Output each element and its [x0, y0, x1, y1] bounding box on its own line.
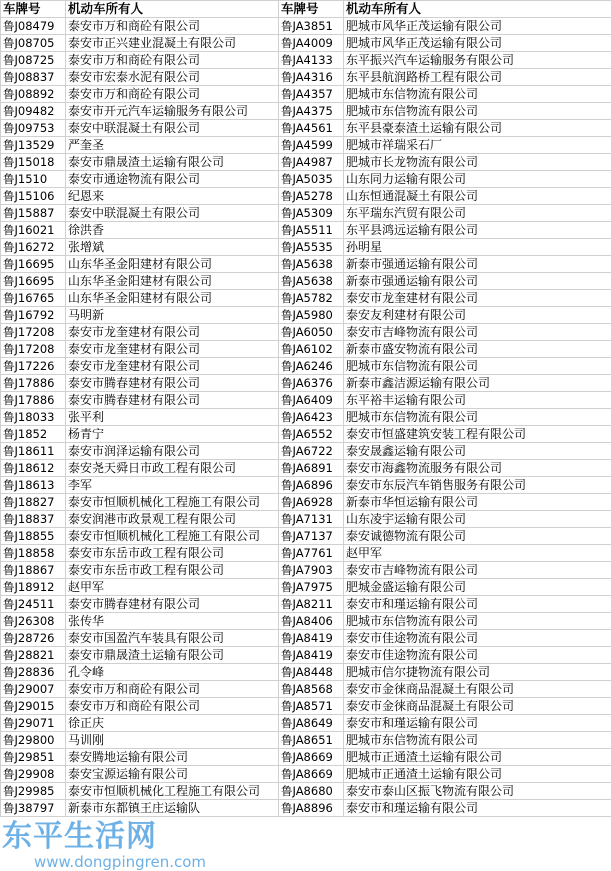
plate-cell: 鲁JA6102: [279, 341, 344, 358]
table-row: [1, 613, 611, 630]
plate-cell: 鲁J28821: [1, 647, 66, 664]
plate-header: 车牌号: [279, 1, 344, 18]
owner-cell: 山东华圣金阳建材有限公司: [66, 273, 279, 290]
owner-cell: 肥城市风华正茂运输有限公司: [344, 35, 611, 52]
owner-cell: 泰安市佳途物流有限公司: [344, 647, 611, 664]
plate-cell: 鲁JA3851: [279, 18, 344, 35]
owner-cell: 泰安市万和商砼有限公司: [66, 681, 279, 698]
plate-cell: 鲁J26308: [1, 613, 66, 630]
plate-cell: 鲁JA6896: [279, 477, 344, 494]
owner-cell: 赵甲军: [66, 579, 279, 596]
plate-cell: 鲁JA6552: [279, 426, 344, 443]
plate-cell: 鲁JA5278: [279, 188, 344, 205]
owner-cell: 泰安市鼎晟渣土运输有限公司: [66, 154, 279, 171]
table-row: [1, 511, 611, 528]
plate-cell: 鲁J17886: [1, 375, 66, 392]
owner-cell: 山东华圣金阳建材有限公司: [66, 256, 279, 273]
plate-cell: 鲁J28726: [1, 630, 66, 647]
table-row: [1, 154, 611, 171]
owner-cell: 泰安市和瑾运输有限公司: [344, 596, 611, 613]
plate-cell: 鲁J29071: [1, 715, 66, 732]
watermark-logo: [2, 821, 611, 871]
owner-cell: 山东凌宇运输有限公司: [344, 511, 611, 528]
table-row: [1, 698, 611, 715]
plate-cell: 鲁J38797: [1, 800, 66, 817]
plate-cell: 鲁J15018: [1, 154, 66, 171]
plate-cell: 鲁JA8669: [279, 749, 344, 766]
owner-cell: 泰安尧天舜日市政工程有限公司: [66, 460, 279, 477]
owner-cell: 东平县航润路桥工程有限公司: [344, 69, 611, 86]
plate-cell: 鲁J15887: [1, 205, 66, 222]
plate-cell: 鲁J08479: [1, 18, 66, 35]
table-row: [1, 732, 611, 749]
plate-header: 车牌号: [1, 1, 66, 18]
owner-cell: 山东恒通混凝土有限公司: [344, 188, 611, 205]
plate-cell: 鲁J15106: [1, 188, 66, 205]
plate-cell: 鲁JA8211: [279, 596, 344, 613]
table-row: [1, 715, 611, 732]
table-row: [1, 324, 611, 341]
owner-cell: 肥城市东信物流有限公司: [344, 358, 611, 375]
plate-cell: 鲁J08837: [1, 69, 66, 86]
plate-cell: 鲁J29800: [1, 732, 66, 749]
owner-cell: 泰安市恒顺机械化工程施工有限公司: [66, 783, 279, 800]
plate-cell: 鲁JA6246: [279, 358, 344, 375]
table-row: [1, 630, 611, 647]
table-row: [1, 375, 611, 392]
owner-cell: 泰安市万和商砼有限公司: [66, 18, 279, 35]
owner-cell: 泰安腾地运输有限公司: [66, 749, 279, 766]
table-row: [1, 239, 611, 256]
plate-cell: 鲁J29908: [1, 766, 66, 783]
owner-cell: 肥城市信尔捷物流有限公司: [344, 664, 611, 681]
plate-cell: 鲁JA6409: [279, 392, 344, 409]
owner-cell: 泰安市鼎晟渣土运输有限公司: [66, 647, 279, 664]
plate-cell: 鲁J16021: [1, 222, 66, 239]
owner-header: 机动车所有人: [66, 1, 279, 18]
owner-cell: 泰安市国盈汽车装具有限公司: [66, 630, 279, 647]
owner-cell: 泰安市腾春建材有限公司: [66, 392, 279, 409]
plate-cell: 鲁J18611: [1, 443, 66, 460]
plate-cell: 鲁J18867: [1, 562, 66, 579]
plate-cell: 鲁JA8419: [279, 630, 344, 647]
owner-cell: 杨青宁: [66, 426, 279, 443]
owner-cell: 肥城市长龙物流有限公司: [344, 154, 611, 171]
owner-cell: 李军: [66, 477, 279, 494]
owner-cell: 泰安市金徕商品混凝土有限公司: [344, 681, 611, 698]
owner-cell: 马训刚: [66, 732, 279, 749]
owner-cell: 泰安中联混凝土有限公司: [66, 120, 279, 137]
plate-cell: 鲁JA5638: [279, 256, 344, 273]
plate-cell: 鲁JA4133: [279, 52, 344, 69]
owner-cell: 泰安市通途物流有限公司: [66, 171, 279, 188]
owner-cell: 泰安市东岳市政工程有限公司: [66, 545, 279, 562]
plate-cell: 鲁J18837: [1, 511, 66, 528]
plate-cell: 鲁JA5782: [279, 290, 344, 307]
plate-cell: 鲁JA7903: [279, 562, 344, 579]
table-row: [1, 562, 611, 579]
plate-cell: 鲁JA4987: [279, 154, 344, 171]
plate-cell: 鲁J16765: [1, 290, 66, 307]
plate-cell: 鲁JA6928: [279, 494, 344, 511]
plate-cell: 鲁JA6376: [279, 375, 344, 392]
plate-cell: 鲁J08725: [1, 52, 66, 69]
plate-cell: 鲁JA7137: [279, 528, 344, 545]
owner-cell: 泰安市腾春建材有限公司: [66, 375, 279, 392]
plate-cell: 鲁JA8568: [279, 681, 344, 698]
owner-cell: 肥城市东信物流有限公司: [344, 103, 611, 120]
owner-cell: 泰安市龙奎建材有限公司: [344, 290, 611, 307]
plate-cell: 鲁J29007: [1, 681, 66, 698]
table-row: [1, 205, 611, 222]
owner-cell: 肥城市东信物流有限公司: [344, 613, 611, 630]
plate-cell: 鲁J18855: [1, 528, 66, 545]
plate-cell: 鲁J16695: [1, 273, 66, 290]
plate-cell: 鲁JA4375: [279, 103, 344, 120]
table-row: [1, 783, 611, 800]
owner-cell: 新泰市盛安物流有限公司: [344, 341, 611, 358]
owner-cell: 新泰市鑫洁源运输有限公司: [344, 375, 611, 392]
owner-cell: 泰安晟鑫运输有限公司: [344, 443, 611, 460]
plate-cell: 鲁J18827: [1, 494, 66, 511]
table-row: [1, 528, 611, 545]
plate-cell: 鲁JA4599: [279, 137, 344, 154]
owner-cell: 新泰市强通运输有限公司: [344, 273, 611, 290]
owner-cell: 肥城市正通渣土运输有限公司: [344, 749, 611, 766]
owner-cell: 张传华: [66, 613, 279, 630]
plate-cell: 鲁JA6050: [279, 324, 344, 341]
owner-cell: 肥城金盛运输有限公司: [344, 579, 611, 596]
table-row: [1, 749, 611, 766]
plate-cell: 鲁J17226: [1, 358, 66, 375]
owner-cell: 徐洪香: [66, 222, 279, 239]
owner-cell: 东平瑞东汽贸有限公司: [344, 205, 611, 222]
table-row: [1, 273, 611, 290]
plate-cell: 鲁JA6722: [279, 443, 344, 460]
table-row: [1, 596, 611, 613]
table-row: [1, 545, 611, 562]
table-body: [1, 18, 611, 817]
owner-cell: 泰安市泰山区振飞物流有限公司: [344, 783, 611, 800]
owner-cell: 泰安市和瑾运输有限公司: [344, 715, 611, 732]
plate-cell: 鲁JA7761: [279, 545, 344, 562]
owner-cell: 马明新: [66, 307, 279, 324]
owner-cell: 东平振兴汽车运输服务有限公司: [344, 52, 611, 69]
owner-cell: 山东同力运输有限公司: [344, 171, 611, 188]
owner-cell: 泰安市宏泰水泥有限公司: [66, 69, 279, 86]
plate-cell: 鲁J1852: [1, 426, 66, 443]
table-row: [1, 664, 611, 681]
owner-cell: 东平裕丰运输有限公司: [344, 392, 611, 409]
owner-cell: 泰安市开元汽车运输服务有限公司: [66, 103, 279, 120]
plate-cell: 鲁J16695: [1, 256, 66, 273]
owner-cell: 新泰市东都镇王庄运输队: [66, 800, 279, 817]
plate-cell: 鲁J13529: [1, 137, 66, 154]
owner-cell: 泰安市金徕商品混凝土有限公司: [344, 698, 611, 715]
owner-cell: 新泰市华恒运输有限公司: [344, 494, 611, 511]
table-row: [1, 647, 611, 664]
plate-cell: 鲁JA8419: [279, 647, 344, 664]
plate-cell: 鲁JA7131: [279, 511, 344, 528]
plate-cell: 鲁JA8651: [279, 732, 344, 749]
plate-cell: 鲁JA8649: [279, 715, 344, 732]
owner-cell: 泰安市万和商砼有限公司: [66, 698, 279, 715]
plate-cell: 鲁J18612: [1, 460, 66, 477]
owner-cell: 泰安诚德物流有限公司: [344, 528, 611, 545]
owner-cell: 泰安市海鑫物流服务有限公司: [344, 460, 611, 477]
owner-cell: 肥城市祥瑞采石厂: [344, 137, 611, 154]
table-row: [1, 392, 611, 409]
plate-cell: 鲁JA4357: [279, 86, 344, 103]
owner-cell: 山东华圣金阳建材有限公司: [66, 290, 279, 307]
owner-cell: 孔令峰: [66, 664, 279, 681]
owner-cell: 张增斌: [66, 239, 279, 256]
owner-cell: 泰安中联混凝土有限公司: [66, 205, 279, 222]
watermark-url: www.dongpingren.com: [34, 853, 611, 871]
table-row: [1, 137, 611, 154]
plate-cell: 鲁JA5309: [279, 205, 344, 222]
plate-cell: 鲁JA5980: [279, 307, 344, 324]
table-row: [1, 52, 611, 69]
owner-cell: 肥城市东信物流有限公司: [344, 732, 611, 749]
plate-cell: 鲁J09753: [1, 120, 66, 137]
owner-cell: 泰安市万和商砼有限公司: [66, 86, 279, 103]
plate-cell: 鲁J29851: [1, 749, 66, 766]
owner-cell: 肥城市东信物流有限公司: [344, 86, 611, 103]
table-row: [1, 341, 611, 358]
plate-cell: 鲁JA7975: [279, 579, 344, 596]
owner-cell: 泰安市万和商砼有限公司: [66, 52, 279, 69]
plate-cell: 鲁J18858: [1, 545, 66, 562]
owner-cell: 泰安市佳途物流有限公司: [344, 630, 611, 647]
table-row: [1, 579, 611, 596]
plate-cell: 鲁J17886: [1, 392, 66, 409]
owner-cell: 泰安市东辰汽车销售服务有限公司: [344, 477, 611, 494]
plate-cell: 鲁J08705: [1, 35, 66, 52]
table-row: [1, 477, 611, 494]
owner-cell: 肥城市正通渣土运输有限公司: [344, 766, 611, 783]
owner-cell: 泰安市吉峰物流有限公司: [344, 562, 611, 579]
owner-header: 机动车所有人: [344, 1, 611, 18]
table-row: [1, 103, 611, 120]
table-row: [1, 460, 611, 477]
table-row: [1, 409, 611, 426]
owner-cell: 泰安市和瑾运输有限公司: [344, 800, 611, 817]
table-row: [1, 120, 611, 137]
plate-cell: 鲁J16792: [1, 307, 66, 324]
owner-cell: 张平利: [66, 409, 279, 426]
owner-cell: 严奎圣: [66, 137, 279, 154]
plate-cell: 鲁JA4561: [279, 120, 344, 137]
table-row: [1, 171, 611, 188]
plate-cell: 鲁J1510: [1, 171, 66, 188]
plate-cell: 鲁JA8571: [279, 698, 344, 715]
table-row: [1, 290, 611, 307]
owner-cell: 泰安市龙奎建材有限公司: [66, 324, 279, 341]
owner-cell: 泰安市恒顺机械化工程施工有限公司: [66, 528, 279, 545]
plate-cell: 鲁JA5035: [279, 171, 344, 188]
table-row: [1, 35, 611, 52]
owner-cell: 肥城市东信物流有限公司: [344, 409, 611, 426]
table-row: [1, 307, 611, 324]
owner-cell: 泰安市吉峰物流有限公司: [344, 324, 611, 341]
table-row: [1, 766, 611, 783]
plate-cell: 鲁J18033: [1, 409, 66, 426]
plate-cell: 鲁J24511: [1, 596, 66, 613]
table-row: [1, 222, 611, 239]
owner-cell: 泰安市龙奎建材有限公司: [66, 358, 279, 375]
owner-cell: 徐正庆: [66, 715, 279, 732]
plate-cell: 鲁JA6423: [279, 409, 344, 426]
watermark-name: 东平生活网: [2, 821, 611, 853]
owner-cell: 泰安市恒顺机械化工程施工有限公司: [66, 494, 279, 511]
owner-cell: 泰安市润泽运输有限公司: [66, 443, 279, 460]
plate-cell: 鲁JA5638: [279, 273, 344, 290]
owner-cell: 泰安市正兴建业混凝土有限公司: [66, 35, 279, 52]
table-row: [1, 494, 611, 511]
table-row: [1, 426, 611, 443]
plate-cell: 鲁JA6891: [279, 460, 344, 477]
table-row: [1, 18, 611, 35]
owner-cell: 泰安市腾春建材有限公司: [66, 596, 279, 613]
plate-cell: 鲁J29985: [1, 783, 66, 800]
plate-cell: 鲁JA8669: [279, 766, 344, 783]
plate-cell: 鲁J17208: [1, 324, 66, 341]
owner-cell: 泰安友利建材有限公司: [344, 307, 611, 324]
table-row: [1, 443, 611, 460]
table-row: [1, 69, 611, 86]
table-row: [1, 800, 611, 817]
owner-cell: 新泰市强通运输有限公司: [344, 256, 611, 273]
table-row: [1, 188, 611, 205]
plate-cell: 鲁JA4316: [279, 69, 344, 86]
owner-cell: 东平县鸿远运输有限公司: [344, 222, 611, 239]
table-row: [1, 86, 611, 103]
plate-cell: 鲁J08892: [1, 86, 66, 103]
plate-cell: 鲁J18912: [1, 579, 66, 596]
table-row: [1, 256, 611, 273]
plate-cell: 鲁JA8448: [279, 664, 344, 681]
header-row: [1, 1, 611, 18]
owner-cell: 肥城市风华正茂运输有限公司: [344, 18, 611, 35]
plate-cell: 鲁J28836: [1, 664, 66, 681]
plate-cell: 鲁J29015: [1, 698, 66, 715]
owner-cell: 泰安宝源运输有限公司: [66, 766, 279, 783]
plate-cell: 鲁J17208: [1, 341, 66, 358]
plate-cell: 鲁J16272: [1, 239, 66, 256]
owner-cell: 东平县豪泰渣土运输有限公司: [344, 120, 611, 137]
plate-cell: 鲁J09482: [1, 103, 66, 120]
plate-cell: 鲁J18613: [1, 477, 66, 494]
owner-cell: 赵甲军: [344, 545, 611, 562]
plate-cell: 鲁JA8896: [279, 800, 344, 817]
owner-cell: 泰安润港市政景观工程有限公司: [66, 511, 279, 528]
owner-cell: 泰安市龙奎建材有限公司: [66, 341, 279, 358]
owner-cell: 泰安市恒盛建筑安装工程有限公司: [344, 426, 611, 443]
owner-cell: 孙明星: [344, 239, 611, 256]
plate-cell: 鲁JA8680: [279, 783, 344, 800]
plate-cell: 鲁JA4009: [279, 35, 344, 52]
table-row: [1, 681, 611, 698]
table-row: [1, 358, 611, 375]
owner-cell: 泰安市东岳市政工程有限公司: [66, 562, 279, 579]
plate-cell: 鲁JA5511: [279, 222, 344, 239]
owner-cell: 纪恩来: [66, 188, 279, 205]
plate-cell: 鲁JA8406: [279, 613, 344, 630]
plate-cell: 鲁JA5535: [279, 239, 344, 256]
